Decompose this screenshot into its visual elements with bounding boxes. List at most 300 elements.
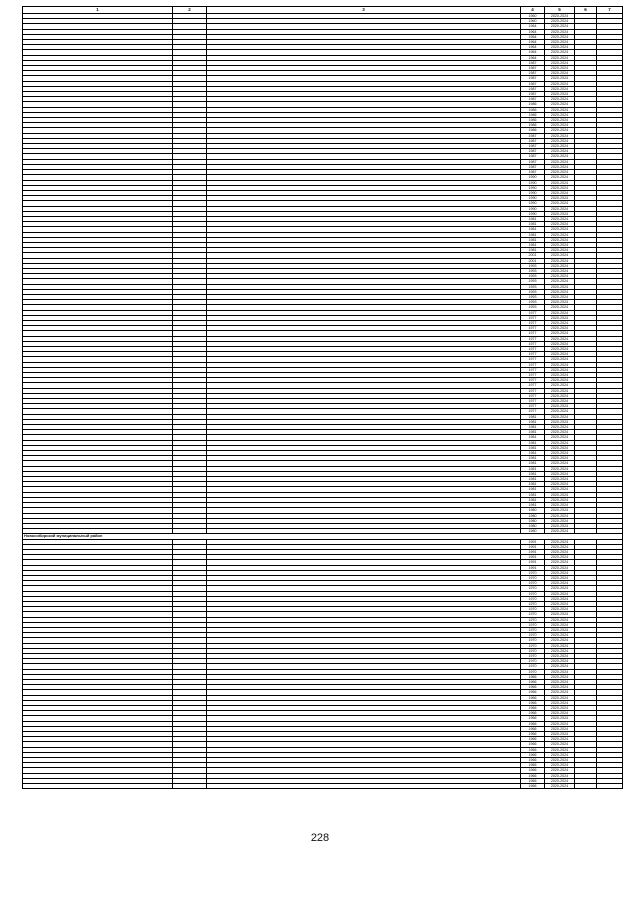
table-cell-c4: 1987 xyxy=(521,138,545,143)
table-cell-c5: 2020-2024 xyxy=(545,440,575,445)
table-cell-c4: 1981 xyxy=(521,227,545,232)
table-cell-c4: 1977 xyxy=(521,326,545,331)
table-cell-c5: 2020-2024 xyxy=(545,784,575,789)
table-cell-c4: 1991 xyxy=(521,549,545,554)
table-cell-c5: 2020-2024 xyxy=(545,445,575,450)
table-cell-c5: 2020-2024 xyxy=(545,206,575,211)
table-cell-c4: 1990 xyxy=(521,211,545,216)
table-cell-c5: 2020-2024 xyxy=(545,19,575,24)
table-cell-c5: 2020-2024 xyxy=(545,196,575,201)
table-cell-c5: 2020-2024 xyxy=(545,112,575,117)
table-cell-c4: 1990 xyxy=(521,175,545,180)
table-cell-c5: 2020-2024 xyxy=(545,742,575,747)
table-cell-c5: 2020-2024 xyxy=(545,242,575,247)
table-cell-c4: 1966 xyxy=(521,758,545,763)
table-cell-c5: 2020-2024 xyxy=(545,456,575,461)
table-cell-c5: 2020-2024 xyxy=(545,336,575,341)
table-cell-c5: 2020-2024 xyxy=(545,133,575,138)
table-cell-c4: 1970 xyxy=(521,653,545,658)
table-cell-c4: 1981 xyxy=(521,237,545,242)
table-cell-c4: 1981 xyxy=(521,456,545,461)
table-cell-c4: 1977 xyxy=(521,393,545,398)
table-cell-c5: 2020-2024 xyxy=(545,565,575,570)
table-cell-c4: 1970 xyxy=(521,612,545,617)
table-cell-c5: 2020-2024 xyxy=(545,737,575,742)
table-cell-c4: 1987 xyxy=(521,170,545,175)
table-cell-c5: 2020-2024 xyxy=(545,352,575,357)
table-cell-c3 xyxy=(207,784,521,789)
table-cell-c4: 1987 xyxy=(521,76,545,81)
table-cell-c5: 2020-2024 xyxy=(545,529,575,534)
table-cell-c4: 1981 xyxy=(521,248,545,253)
table-cell-c5: 2020-2024 xyxy=(545,383,575,388)
table-cell-c5: 2020-2024 xyxy=(545,107,575,112)
table-cell-c5: 2020-2024 xyxy=(545,659,575,664)
header-col-5: 5 xyxy=(545,7,575,14)
table-cell-c4: 1970 xyxy=(521,664,545,669)
table-cell-c5: 2020-2024 xyxy=(545,66,575,71)
table-cell-c5: 2020-2024 xyxy=(545,248,575,253)
table-cell-c4: 1966 xyxy=(521,721,545,726)
table-cell-c5: 2020-2024 xyxy=(545,175,575,180)
table-cell-c5: 2020-2024 xyxy=(545,362,575,367)
table-cell-c5: 2020-2024 xyxy=(545,294,575,299)
table-cell-c4: 1977 xyxy=(521,409,545,414)
table-cell-c4: 1981 xyxy=(521,477,545,482)
table-cell-c4: 1993 xyxy=(521,305,545,310)
table-cell-c5: 2020-2024 xyxy=(545,664,575,669)
table-cell-c5: 2020-2024 xyxy=(545,648,575,653)
table-cell-c4: 1991 xyxy=(521,565,545,570)
table-cell-c4: 1993 xyxy=(521,294,545,299)
section-title: Новосибирский муниципальный район xyxy=(23,534,623,539)
table-cell-c5: 2020-2024 xyxy=(545,607,575,612)
table-cell-c5: 2020-2024 xyxy=(545,560,575,565)
table-cell-c4: 1981 xyxy=(521,497,545,502)
table-cell-c4: 1986 xyxy=(521,102,545,107)
table-cell-c4: 1970 xyxy=(521,643,545,648)
table-cell-c5: 2020-2024 xyxy=(545,149,575,154)
table-cell-c5: 2020-2024 xyxy=(545,14,575,19)
table-cell-c5: 2020-2024 xyxy=(545,128,575,133)
table-cell-c5: 2020-2024 xyxy=(545,435,575,440)
table-cell-c5: 2020-2024 xyxy=(545,570,575,575)
table-cell-c4: 1981 xyxy=(521,222,545,227)
table-cell-c5: 2020-2024 xyxy=(545,690,575,695)
table-cell-c4: 1981 xyxy=(521,466,545,471)
table-cell-c4: 1970 xyxy=(521,617,545,622)
table-cell-c5: 2020-2024 xyxy=(545,539,575,544)
table-cell-c4: 1970 xyxy=(521,638,545,643)
table-cell-c4: 1964 xyxy=(521,50,545,55)
table-cell-c4: 1986 xyxy=(521,112,545,117)
table-cell-c5: 2020-2024 xyxy=(545,523,575,528)
table-cell-c5: 2020-2024 xyxy=(545,274,575,279)
table-cell-c5: 2020-2024 xyxy=(545,575,575,580)
table-cell-c5: 2020-2024 xyxy=(545,45,575,50)
table-cell-c4: 1970 xyxy=(521,601,545,606)
table-cell-c4: 1977 xyxy=(521,341,545,346)
table-cell-c4: 1987 xyxy=(521,154,545,159)
table-cell-c4: 1981 xyxy=(521,430,545,435)
table-cell-c5: 2020-2024 xyxy=(545,653,575,658)
table-cell-c4: 1987 xyxy=(521,149,545,154)
table-cell-c5: 2020-2024 xyxy=(545,190,575,195)
table-cell-c1 xyxy=(23,784,173,789)
table-cell-c5: 2020-2024 xyxy=(545,60,575,65)
table-cell-c4: 1981 xyxy=(521,461,545,466)
table-cell-c5: 2020-2024 xyxy=(545,40,575,45)
table-cell-c5: 2020-2024 xyxy=(545,123,575,128)
table-cell-c5: 2020-2024 xyxy=(545,347,575,352)
table-cell-c5: 2020-2024 xyxy=(545,409,575,414)
table-cell-c4: 1960 xyxy=(521,14,545,19)
table-cell-c5: 2020-2024 xyxy=(545,164,575,169)
table-cell-c5: 2020-2024 xyxy=(545,180,575,185)
table-cell-c4: 1990 xyxy=(521,185,545,190)
table-cell-c4: 1981 xyxy=(521,482,545,487)
table-cell-c5: 2020-2024 xyxy=(545,227,575,232)
table-cell-c4: 1986 xyxy=(521,128,545,133)
table-cell-c4: 1987 xyxy=(521,133,545,138)
table-cell-c5: 2020-2024 xyxy=(545,685,575,690)
table-cell-c4: 1981 xyxy=(521,492,545,497)
table-cell-c6 xyxy=(575,784,597,789)
table-cell-c5: 2020-2024 xyxy=(545,430,575,435)
table-cell-c5: 2020-2024 xyxy=(545,144,575,149)
table-cell-c5: 2020-2024 xyxy=(545,633,575,638)
table-cell-c4: 1966 xyxy=(521,778,545,783)
table-cell-c4: 1993 xyxy=(521,300,545,305)
table-cell-c5: 2020-2024 xyxy=(545,591,575,596)
table-cell-c5: 2020-2024 xyxy=(545,305,575,310)
table-cell-c4: 1970 xyxy=(521,575,545,580)
table-cell-c5: 2020-2024 xyxy=(545,763,575,768)
table-cell-c4: 1977 xyxy=(521,315,545,320)
table-cell-c5: 2020-2024 xyxy=(545,341,575,346)
table-cell-c4: 1981 xyxy=(521,419,545,424)
header-col-4: 4 xyxy=(521,7,545,14)
table-cell-c4: 1977 xyxy=(521,373,545,378)
table-cell-c5: 2020-2024 xyxy=(545,326,575,331)
table-cell-c4: 1986 xyxy=(521,123,545,128)
table-cell-c5: 2020-2024 xyxy=(545,503,575,508)
table-cell-c4: 1977 xyxy=(521,367,545,372)
table-cell-c4: 1981 xyxy=(521,425,545,430)
table-cell-c4: 1981 xyxy=(521,445,545,450)
table-cell-c4: 1977 xyxy=(521,388,545,393)
table-cell-c4: 1993 xyxy=(521,284,545,289)
table-cell-c5: 2020-2024 xyxy=(545,471,575,476)
table-cell-c4: 1970 xyxy=(521,627,545,632)
table-cell-c5: 2020-2024 xyxy=(545,612,575,617)
table-cell-c4: 1980 xyxy=(521,523,545,528)
table-cell-c4: 1966 xyxy=(521,737,545,742)
table-cell-c5: 2020-2024 xyxy=(545,24,575,29)
table-cell-c5: 2020-2024 xyxy=(545,643,575,648)
header-col-6: 6 xyxy=(575,7,597,14)
table-cell-c5: 2020-2024 xyxy=(545,378,575,383)
table-cell-c4: 1966 xyxy=(521,768,545,773)
table-cell-c4: 1966 xyxy=(521,716,545,721)
table-cell-c4: 1981 xyxy=(521,471,545,476)
table-cell-c4: 1966 xyxy=(521,706,545,711)
table-cell-c5: 2020-2024 xyxy=(545,92,575,97)
table-cell-c5: 2020-2024 xyxy=(545,482,575,487)
table-cell-c4: 1970 xyxy=(521,648,545,653)
table-cell-c5: 2020-2024 xyxy=(545,399,575,404)
table-cell-c5: 2020-2024 xyxy=(545,185,575,190)
table-cell-c5: 2020-2024 xyxy=(545,331,575,336)
table-cell-c4: 1987 xyxy=(521,159,545,164)
table-cell-c5: 2020-2024 xyxy=(545,357,575,362)
table-cell-c5: 2020-2024 xyxy=(545,721,575,726)
table-cell-c4: 1981 xyxy=(521,216,545,221)
table-cell-c4: 1966 xyxy=(521,695,545,700)
table-cell-c5: 2020-2024 xyxy=(545,419,575,424)
table-cell-c4: 1977 xyxy=(521,404,545,409)
table-cell-c4: 1977 xyxy=(521,357,545,362)
table-cell-c4: 1970 xyxy=(521,591,545,596)
table-cell-c4: 1970 xyxy=(521,581,545,586)
table-cell-c4: 1977 xyxy=(521,331,545,336)
table-cell-c4: 1993 xyxy=(521,289,545,294)
table-row xyxy=(23,784,623,789)
table-cell-c4: 1986 xyxy=(521,118,545,123)
table-cell-c5: 2020-2024 xyxy=(545,237,575,242)
table-cell-c5: 2020-2024 xyxy=(545,601,575,606)
table-cell-c5: 2020-2024 xyxy=(545,118,575,123)
table-cell-c4: 1966 xyxy=(521,700,545,705)
table-cell-c5: 2020-2024 xyxy=(545,466,575,471)
table-cell-c4: 1990 xyxy=(521,201,545,206)
table-cell-c4: 1966 xyxy=(521,680,545,685)
table-cell-c4: 1960 xyxy=(521,19,545,24)
table-cell-c5: 2020-2024 xyxy=(545,477,575,482)
table-cell-c5: 2020-2024 xyxy=(545,76,575,81)
table-cell-c5: 2020-2024 xyxy=(545,425,575,430)
table-cell-c4: 1966 xyxy=(521,685,545,690)
table-cell-c5: 2020-2024 xyxy=(545,86,575,91)
table-cell-c5: 2020-2024 xyxy=(545,706,575,711)
document-page xyxy=(22,6,622,789)
table-cell-c4: 1964 xyxy=(521,29,545,34)
table-cell-c4: 1993 xyxy=(521,268,545,273)
table-cell-c4: 1977 xyxy=(521,347,545,352)
register-table-body xyxy=(23,7,623,789)
table-cell-c4: 1964 xyxy=(521,34,545,39)
table-cell-c4: 1991 xyxy=(521,560,545,565)
table-cell-c5: 2020-2024 xyxy=(545,154,575,159)
table-cell-c4: 1987 xyxy=(521,144,545,149)
table-cell-c4: 1966 xyxy=(521,747,545,752)
table-cell-c5: 2020-2024 xyxy=(545,216,575,221)
table-cell-c4: 1987 xyxy=(521,97,545,102)
table-cell-c5: 2020-2024 xyxy=(545,50,575,55)
table-cell-c4: 1964 xyxy=(521,45,545,50)
table-cell-c5: 2020-2024 xyxy=(545,596,575,601)
table-cell-c5: 2020-2024 xyxy=(545,622,575,627)
table-cell-c5: 2020-2024 xyxy=(545,393,575,398)
header-col-1: 1 xyxy=(23,7,173,14)
table-cell-c5: 2020-2024 xyxy=(545,700,575,705)
table-cell-c4: 1964 xyxy=(521,40,545,45)
table-cell-c5: 2020-2024 xyxy=(545,170,575,175)
table-cell-c4: 1991 xyxy=(521,539,545,544)
table-cell-c4: 1990 xyxy=(521,206,545,211)
table-cell-c5: 2020-2024 xyxy=(545,747,575,752)
table-cell-c5: 2020-2024 xyxy=(545,81,575,86)
table-cell-c5: 2020-2024 xyxy=(545,29,575,34)
table-cell-c5: 2020-2024 xyxy=(545,159,575,164)
table-cell-c4: 1987 xyxy=(521,66,545,71)
table-cell-c4: 1987 xyxy=(521,81,545,86)
table-cell-c5: 2020-2024 xyxy=(545,373,575,378)
table-cell-c4: 1966 xyxy=(521,690,545,695)
table-cell-c5: 2020-2024 xyxy=(545,716,575,721)
table-cell-c5: 2020-2024 xyxy=(545,201,575,206)
table-cell-c5: 2020-2024 xyxy=(545,55,575,60)
table-cell-c5: 2020-2024 xyxy=(545,695,575,700)
table-cell-c5: 2020-2024 xyxy=(545,492,575,497)
table-cell-c4: 1993 xyxy=(521,263,545,268)
table-cell-c5: 2020-2024 xyxy=(545,726,575,731)
table-cell-c4: 1993 xyxy=(521,279,545,284)
table-cell-c4: 1981 xyxy=(521,414,545,419)
table-cell-c5: 2020-2024 xyxy=(545,253,575,258)
table-cell-c4: 1966 xyxy=(521,726,545,731)
table-cell-c4: 1980 xyxy=(521,513,545,518)
table-cell-c4: 1970 xyxy=(521,607,545,612)
table-cell-c4: 1991 xyxy=(521,555,545,560)
table-cell-c7 xyxy=(597,784,623,789)
table-cell-c5: 2020-2024 xyxy=(545,138,575,143)
table-cell-c4: 1980 xyxy=(521,518,545,523)
table-cell-c5: 2020-2024 xyxy=(545,102,575,107)
table-cell-c5: 2020-2024 xyxy=(545,284,575,289)
table-cell-c4: 1977 xyxy=(521,352,545,357)
table-cell-c4: 1977 xyxy=(521,378,545,383)
table-cell-c4: 1977 xyxy=(521,336,545,341)
table-cell-c5: 2020-2024 xyxy=(545,258,575,263)
table-cell-c4: 1981 xyxy=(521,487,545,492)
table-cell-c5: 2020-2024 xyxy=(545,404,575,409)
table-cell-c4: 1987 xyxy=(521,60,545,65)
page-number: 228 xyxy=(310,832,330,844)
table-cell-c4: 1970 xyxy=(521,669,545,674)
table-cell-c4: 1986 xyxy=(521,107,545,112)
table-cell-c5: 2020-2024 xyxy=(545,752,575,757)
table-cell-c4: 1981 xyxy=(521,440,545,445)
table-cell-c5: 2020-2024 xyxy=(545,268,575,273)
table-cell-c5: 2020-2024 xyxy=(545,732,575,737)
table-cell-c4: 1977 xyxy=(521,399,545,404)
table-cell-c5: 2020-2024 xyxy=(545,674,575,679)
header-col-3: 3 xyxy=(207,7,521,14)
table-cell-c4: 1990 xyxy=(521,196,545,201)
table-cell-c4: 1987 xyxy=(521,164,545,169)
table-cell-c4: 2001 xyxy=(521,253,545,258)
table-cell-c4: 1993 xyxy=(521,274,545,279)
table-cell-c5: 2020-2024 xyxy=(545,34,575,39)
table-cell-c5: 2020-2024 xyxy=(545,778,575,783)
table-cell-c4: 1966 xyxy=(521,742,545,747)
table-cell-c5: 2020-2024 xyxy=(545,367,575,372)
table-cell-c4: 1981 xyxy=(521,451,545,456)
table-cell-c5: 2020-2024 xyxy=(545,289,575,294)
table-cell-c5: 2020-2024 xyxy=(545,555,575,560)
table-cell-c4: 1966 xyxy=(521,752,545,757)
table-cell-c5: 2020-2024 xyxy=(545,544,575,549)
table-cell-c4: 1966 xyxy=(521,763,545,768)
table-cell-c5: 2020-2024 xyxy=(545,461,575,466)
table-cell-c5: 2020-2024 xyxy=(545,627,575,632)
table-cell-c4: 1964 xyxy=(521,55,545,60)
header-col-7: 7 xyxy=(597,7,623,14)
table-cell-c5: 2020-2024 xyxy=(545,513,575,518)
table-cell-c5: 2020-2024 xyxy=(545,518,575,523)
table-cell-c5: 2020-2024 xyxy=(545,487,575,492)
table-cell-c5: 2020-2024 xyxy=(545,97,575,102)
table-cell-c5: 2020-2024 xyxy=(545,222,575,227)
table-cell-c4: 1990 xyxy=(521,190,545,195)
table-cell-c5: 2020-2024 xyxy=(545,71,575,76)
table-cell-c4: 1980 xyxy=(521,508,545,513)
table-cell-c4: 1987 xyxy=(521,71,545,76)
table-cell-c4: 1970 xyxy=(521,622,545,627)
table-cell-c5: 2020-2024 xyxy=(545,508,575,513)
table-cell-c5: 2020-2024 xyxy=(545,711,575,716)
table-cell-c5: 2020-2024 xyxy=(545,279,575,284)
table-cell-c4: 1966 xyxy=(521,773,545,778)
table-cell-c4: 1981 xyxy=(521,503,545,508)
table-cell-c5: 2020-2024 xyxy=(545,773,575,778)
table-cell-c5: 2020-2024 xyxy=(545,300,575,305)
table-cell-c5: 2020-2024 xyxy=(545,680,575,685)
table-cell-c4: 1970 xyxy=(521,570,545,575)
table-cell-c4: 1970 xyxy=(521,633,545,638)
header-col-2: 2 xyxy=(173,7,207,14)
table-cell-c5: 2020-2024 xyxy=(545,232,575,237)
table-cell-c5: 2020-2024 xyxy=(545,758,575,763)
table-cell-c5: 2020-2024 xyxy=(545,320,575,325)
table-cell-c5: 2020-2024 xyxy=(545,581,575,586)
table-cell-c5: 2020-2024 xyxy=(545,497,575,502)
table-cell-c4: 2001 xyxy=(521,258,545,263)
table-cell-c5: 2020-2024 xyxy=(545,414,575,419)
table-cell-c5: 2020-2024 xyxy=(545,768,575,773)
table-cell-c4: 1980 xyxy=(521,529,545,534)
table-cell-c4: 1987 xyxy=(521,92,545,97)
table-cell-c5: 2020-2024 xyxy=(545,669,575,674)
table-cell-c4: 1990 xyxy=(521,180,545,185)
table-cell-c4: 1991 xyxy=(521,544,545,549)
table-cell-c5: 2020-2024 xyxy=(545,310,575,315)
table-cell-c4: 1970 xyxy=(521,586,545,591)
table-cell-c2 xyxy=(173,784,207,789)
table-cell-c4: 1977 xyxy=(521,310,545,315)
table-cell-c5: 2020-2024 xyxy=(545,617,575,622)
table-cell-c4: 1981 xyxy=(521,435,545,440)
table-cell-c4: 1977 xyxy=(521,320,545,325)
table-cell-c5: 2020-2024 xyxy=(545,638,575,643)
register-table xyxy=(22,6,623,789)
table-cell-c4: 1964 xyxy=(521,24,545,29)
table-cell-c4: 1977 xyxy=(521,362,545,367)
table-cell-c4: 1970 xyxy=(521,596,545,601)
table-cell-c4: 1981 xyxy=(521,242,545,247)
table-cell-c4: 1970 xyxy=(521,659,545,664)
